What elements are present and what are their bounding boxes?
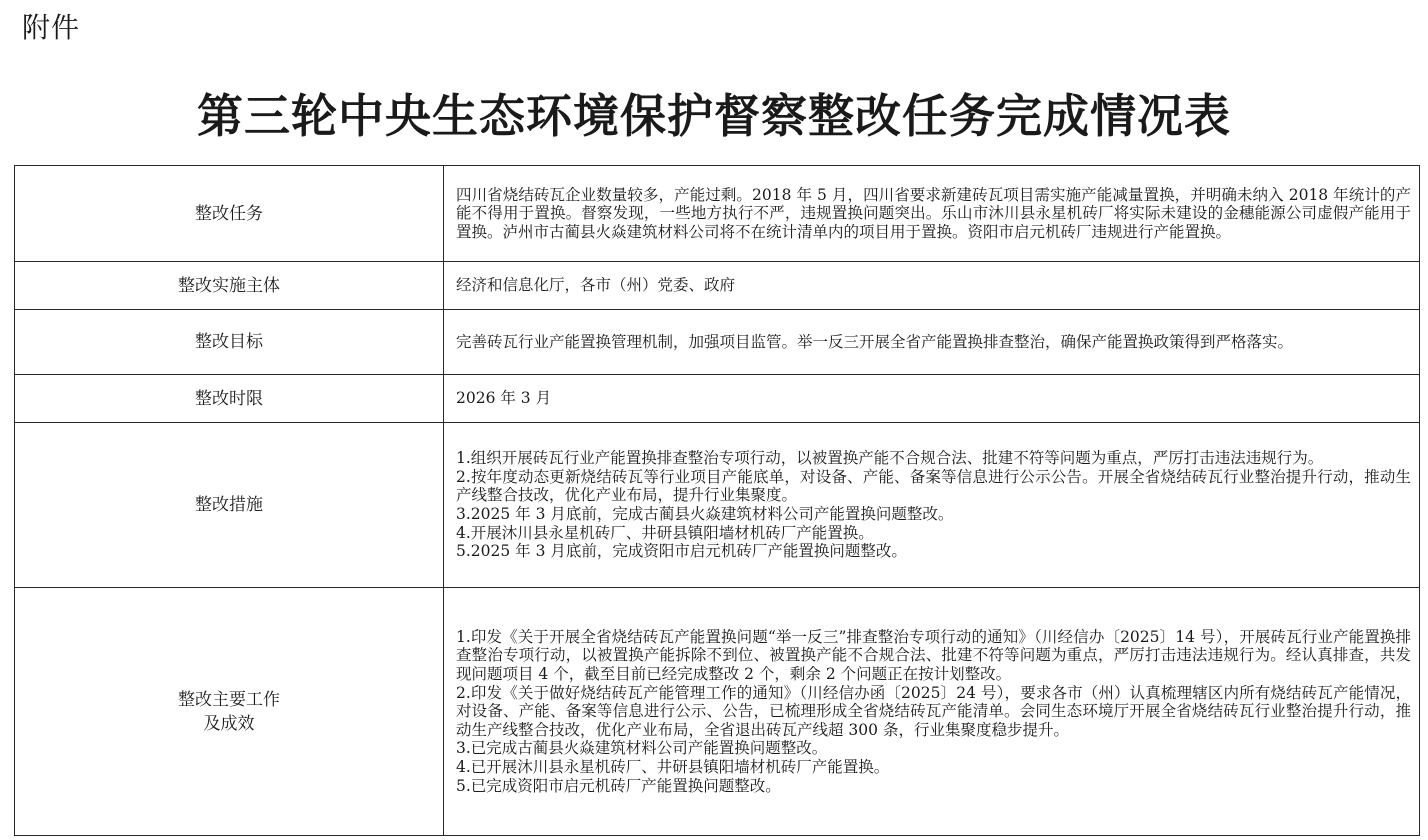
row-label-deadline bbox=[15, 375, 444, 423]
content-paragraph: 四川省烧结砖瓦企业数量较多，产能过剩。2018 年 5 月，四川省要求新建砖瓦项目需实施产能减量置换，并明确未纳入 2018 年统计的产能不得用于置换。督察发现，一些地方执行不严，违规置换问题突出。乐山市沐川县永星机砖厂将实际未建设的金穗能源公司虚假产能用于置换。泸州市古蔺县火焱建筑材料公司将不在统计清单内的项目用于置换。资阳市启元机砖厂违规进行产能置换。 bbox=[456, 185, 1411, 241]
row-content-goal bbox=[444, 310, 1420, 375]
attachment-label: 附件 bbox=[22, 11, 81, 44]
content-paragraph: 经济和信息化厅，各市（州）党委、政府 bbox=[456, 276, 736, 295]
row-label-line: 整改任务 bbox=[195, 203, 263, 224]
row-label-line: 及成效 bbox=[203, 713, 255, 734]
content-paragraph: 3.已完成古蔺县火焱建筑材料公司产能置换问题整改。 bbox=[456, 739, 828, 758]
row-label-implementer bbox=[15, 262, 444, 310]
row-label-line: 整改实施主体 bbox=[178, 275, 280, 296]
row-content-results bbox=[444, 588, 1420, 836]
content-paragraph: 5.2025 年 3 月底前，完成资阳市启元机砖厂产能置换问题整改。 bbox=[456, 542, 907, 561]
row-label-measures bbox=[15, 423, 444, 588]
row-label-line: 整改主要工作 bbox=[178, 689, 280, 710]
content-paragraph: 2.印发《关于做好烧结砖瓦产能管理工作的通知》（川经信办函〔2025〕24 号），要求各市（州）认真梳理辖区内所有烧结砖瓦产能情况，对设备、产能、备案等信息进行公示、公告，已梳理形成全省烧结砖瓦产能清单。会同生态环境厅开展全省烧结砖瓦行业整治提升行动，推动生产线整合技改，优化产业布局，全省退出砖瓦产线超 300 条，行业集聚度稳步提升。 bbox=[456, 683, 1411, 739]
content-paragraph: 4.开展沐川县永星机砖厂、井研县镇阳墙材机砖厂产能置换。 bbox=[456, 523, 874, 542]
content-paragraph: 2.按年度动态更新烧结砖瓦等行业项目产能底单，对设备、产能、备案等信息进行公示公告。开展全省烧结砖瓦行业整治提升行动，推动生产线整合技改，优化产业布局，提升行业集聚度。 bbox=[456, 467, 1411, 505]
content-paragraph: 1.印发《关于开展全省烧结砖瓦产能置换问题“举一反三”排查整治专项行动的通知》（川经信办〔2025〕14 号），开展砖瓦行业产能置换排查整治专项行动，以被置换产能拆除不到位、被置换产能不合规合法、批建不符等问题为重点，严厉打击违法违规行为。经认真排查，共发现问题项目 4 个，截至目前已经完成整改 2 个，剩余 2 个问题正在按计划整改。 bbox=[456, 627, 1411, 684]
table-row-task bbox=[15, 166, 1420, 262]
content-paragraph: 完善砖瓦行业产能置换管理机制，加强项目监管。举一反三开展全省产能置换排查整治，确保产能置换政策得到严格落实。 bbox=[456, 332, 1294, 351]
row-label-results bbox=[15, 588, 444, 836]
page-title: 第三轮中央生态环境保护督察整改任务完成情况表 bbox=[197, 89, 1231, 143]
row-label-line: 整改措施 bbox=[195, 495, 263, 515]
row-content-deadline bbox=[444, 375, 1420, 423]
table-row-implementer bbox=[15, 262, 1420, 310]
row-content-task bbox=[444, 166, 1420, 262]
rectification-table bbox=[14, 165, 1420, 836]
row-content-implementer bbox=[444, 262, 1420, 310]
table-row-results bbox=[15, 588, 1420, 836]
row-label-goal bbox=[15, 310, 444, 375]
table-row-deadline bbox=[15, 375, 1420, 423]
content-paragraph: 2026 年 3 月 bbox=[456, 389, 552, 408]
table-row-goal bbox=[15, 310, 1420, 375]
content-paragraph: 4.已开展沐川县永星机砖厂、井研县镇阳墙材机砖厂产能置换。 bbox=[456, 757, 890, 776]
row-label-line: 整改时限 bbox=[195, 388, 263, 409]
row-content-measures bbox=[444, 423, 1420, 588]
table-row-measures bbox=[15, 423, 1420, 588]
row-label-task bbox=[15, 166, 444, 262]
content-paragraph: 3.2025 年 3 月底前，完成古蔺县火焱建筑材料公司产能置换问题整改。 bbox=[456, 505, 954, 523]
row-label-line: 整改目标 bbox=[195, 332, 263, 352]
content-paragraph: 1.组织开展砖瓦行业产能置换排查整治专项行动，以被置换产能不合规合法、批建不符等问题为重点，严厉打击违法违规行为。 bbox=[456, 449, 1324, 468]
content-paragraph: 5.已完成资阳市启元机砖厂产能置换问题整改。 bbox=[456, 776, 781, 795]
